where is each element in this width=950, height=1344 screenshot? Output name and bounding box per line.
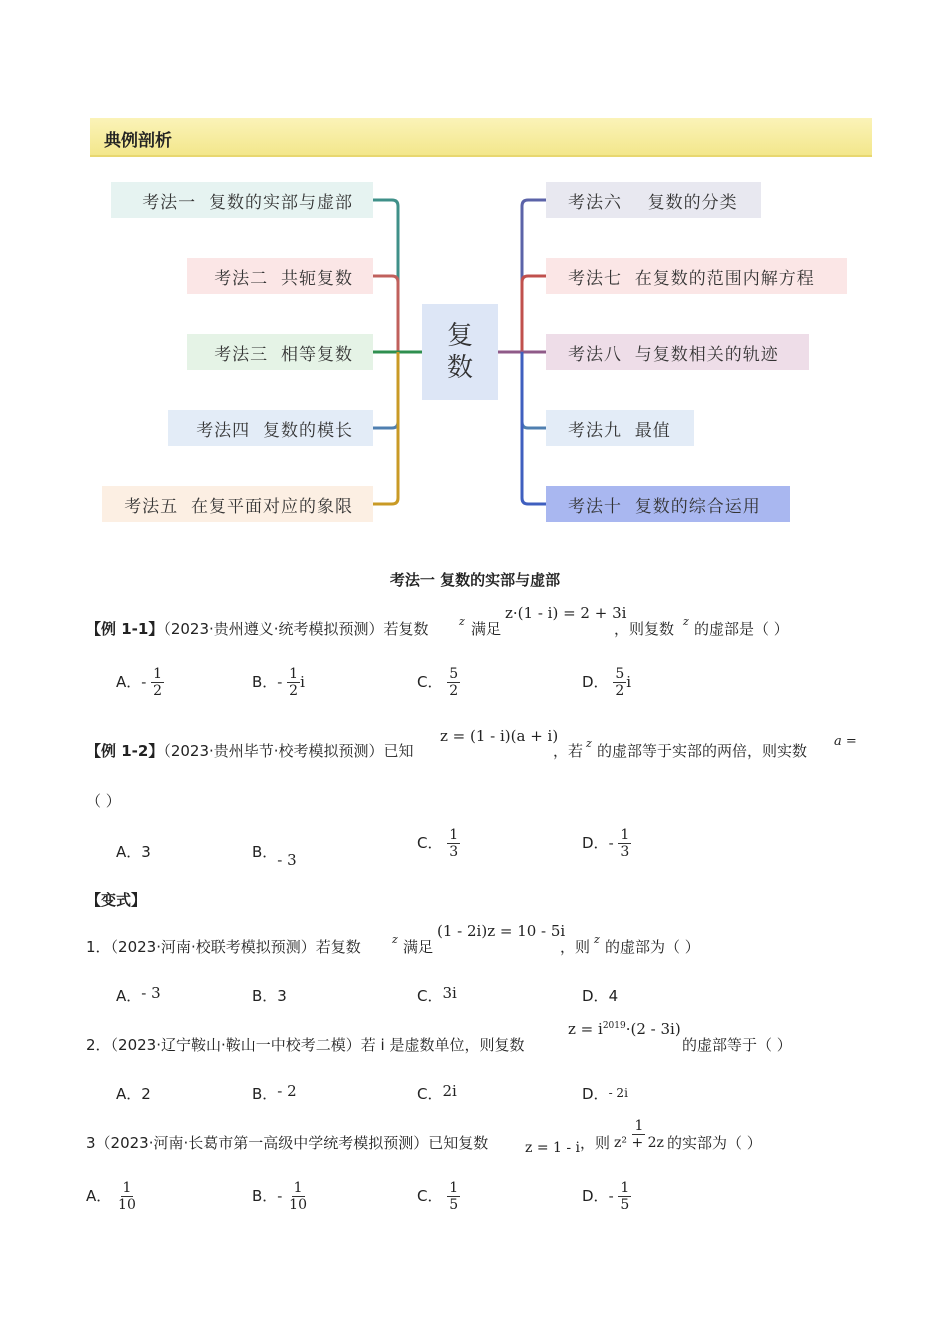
ex1-text-d: 的虚部是（ ） bbox=[694, 620, 789, 638]
v1-option-d: D．4 bbox=[582, 987, 619, 1005]
example-1-1-stem: 【例 1-1】（2023·贵州遵义·统考模拟预测）若复数 bbox=[86, 620, 429, 638]
center-char-2: 数 bbox=[446, 353, 473, 383]
variant-tag: 【变式】 bbox=[86, 891, 147, 909]
mindmap-node-right-2: 考法七 在复数的范围内解方程 bbox=[546, 258, 847, 294]
connector-right-4 bbox=[522, 352, 546, 428]
variant-2-stem: 2．（2023·辽宁鞍山·鞍山一中校考二模）若 i 是虚数单位，则复数 bbox=[86, 1036, 525, 1054]
ex2-text-b: ，若 bbox=[553, 742, 584, 760]
ex1-z-var: z bbox=[459, 615, 465, 628]
ex2-text-c: 的虚部等于实部的两倍，则实数 bbox=[597, 742, 808, 760]
example-1-1-tag: 【例 1-1】 bbox=[86, 620, 164, 638]
v2-option-d: D．- 2i bbox=[582, 1085, 628, 1103]
v1-z-var: z bbox=[392, 933, 398, 946]
mindmap-node-left-5: 考法五 在复平面对应的象限 bbox=[102, 486, 373, 522]
ex2-answer-paren: （ ） bbox=[86, 792, 121, 810]
ex1-z-var-2: z bbox=[683, 615, 689, 628]
mindmap-node-right-1: 考法六 复数的分类 bbox=[546, 182, 761, 218]
variant-1-stem: 1．（2023·河南·校联考模拟预测）若复数 bbox=[86, 938, 361, 956]
mindmap-node-right-3: 考法八 与复数相关的轨迹 bbox=[546, 334, 809, 370]
v1-z-var-2: z bbox=[594, 933, 600, 946]
v3-option-b: B．- $\frac{1}{10}$ bbox=[252, 1180, 307, 1213]
v1-text-b: 满足 bbox=[403, 938, 434, 956]
v3-fraction: $\frac{1}{\text{z² + 2z}}$ bbox=[614, 1118, 664, 1151]
ex2-a-equals: a = bbox=[834, 734, 857, 749]
mindmap-node-right-4: 考法九 最值 bbox=[546, 410, 694, 446]
ex2-option-b: B．- 3 bbox=[252, 843, 297, 869]
v3-text-b: ，则 bbox=[580, 1134, 611, 1152]
v3-equation: z = 1 - i bbox=[525, 1140, 581, 1156]
ex1-text-c: ，则复数 bbox=[614, 620, 675, 638]
ex1-equation: z·(1 - i) = 2 + 3i bbox=[505, 604, 627, 622]
v2-suffix: 的虚部等于（ ） bbox=[682, 1036, 792, 1054]
ex1-option-c: C． $\frac{5}{2}$ bbox=[417, 666, 459, 699]
mindmap-node-left-3: 考法三 相等复数 bbox=[187, 334, 373, 370]
connector-left-4 bbox=[373, 352, 398, 428]
v2-option-c: C．2i bbox=[417, 1082, 457, 1103]
v1-equation: (1 - 2i)z = 10 - 5i bbox=[437, 922, 566, 940]
ex1-option-a: A．- $\frac{1}{2}$ bbox=[116, 666, 163, 699]
v3-suffix: 的实部为（ ） bbox=[667, 1134, 762, 1152]
mindmap-node-right-5: 考法十 复数的综合运用 bbox=[546, 486, 790, 522]
ex2-z-var: z bbox=[586, 737, 592, 750]
v2-option-a: A．2 bbox=[116, 1085, 151, 1103]
v3-option-a: A． $\frac{1}{10}$ bbox=[86, 1180, 136, 1213]
v1-option-b: B．3 bbox=[252, 987, 287, 1005]
v1-text-c: ，则 bbox=[560, 938, 591, 956]
ex1-option-d: D． $\frac{5}{2}$ i bbox=[582, 666, 632, 699]
mindmap-center bbox=[422, 304, 498, 400]
ex1-text-b: 满足 bbox=[471, 620, 502, 638]
ex2-option-d: D．- $\frac{1}{3}$ bbox=[582, 827, 630, 860]
v2-option-b: B．- 2 bbox=[252, 1082, 297, 1103]
mindmap-node-left-4: 考法四 复数的模长 bbox=[168, 410, 373, 446]
example-1-2-tag: 【例 1-2】 bbox=[86, 742, 164, 760]
ex2-option-c: C． $\frac{1}{3}$ bbox=[417, 827, 459, 860]
section-title: 典例剖析 bbox=[104, 131, 172, 151]
v3-option-d: D．- $\frac{1}{5}$ bbox=[582, 1180, 630, 1213]
connector-right-2 bbox=[522, 276, 546, 352]
v2-equation: $z = i^{2019}\cdot(2 - 3i)$ bbox=[568, 1020, 681, 1038]
variant-3-stem: 3（2023·河南·长葛市第一高级中学统考模拟预测）已知复数 bbox=[86, 1134, 489, 1152]
ex2-equation: z = (1 - i)(a + i) bbox=[440, 727, 559, 745]
example-1-2-stem: 【例 1-2】（2023·贵州毕节·校考模拟预测）已知 bbox=[86, 742, 414, 760]
mindmap-node-left-1: 考法一 复数的实部与虚部 bbox=[111, 182, 373, 218]
mindmap-node-left-2: 考法二 共轭复数 bbox=[187, 258, 373, 294]
v3-option-c: C． $\frac{1}{5}$ bbox=[417, 1180, 459, 1213]
v1-option-a: A．- 3 bbox=[116, 984, 161, 1005]
connector-left-2 bbox=[373, 276, 398, 352]
ex1-option-b: B．- $\frac{1}{2}$ i bbox=[252, 666, 305, 699]
v1-text-d: 的虚部为（ ） bbox=[605, 938, 700, 956]
topic-heading: 考法一 复数的实部与虚部 bbox=[389, 571, 561, 589]
v1-option-c: C．3i bbox=[417, 984, 457, 1005]
center-char-1: 复 bbox=[446, 321, 473, 351]
ex2-option-a: A．3 bbox=[116, 843, 151, 861]
